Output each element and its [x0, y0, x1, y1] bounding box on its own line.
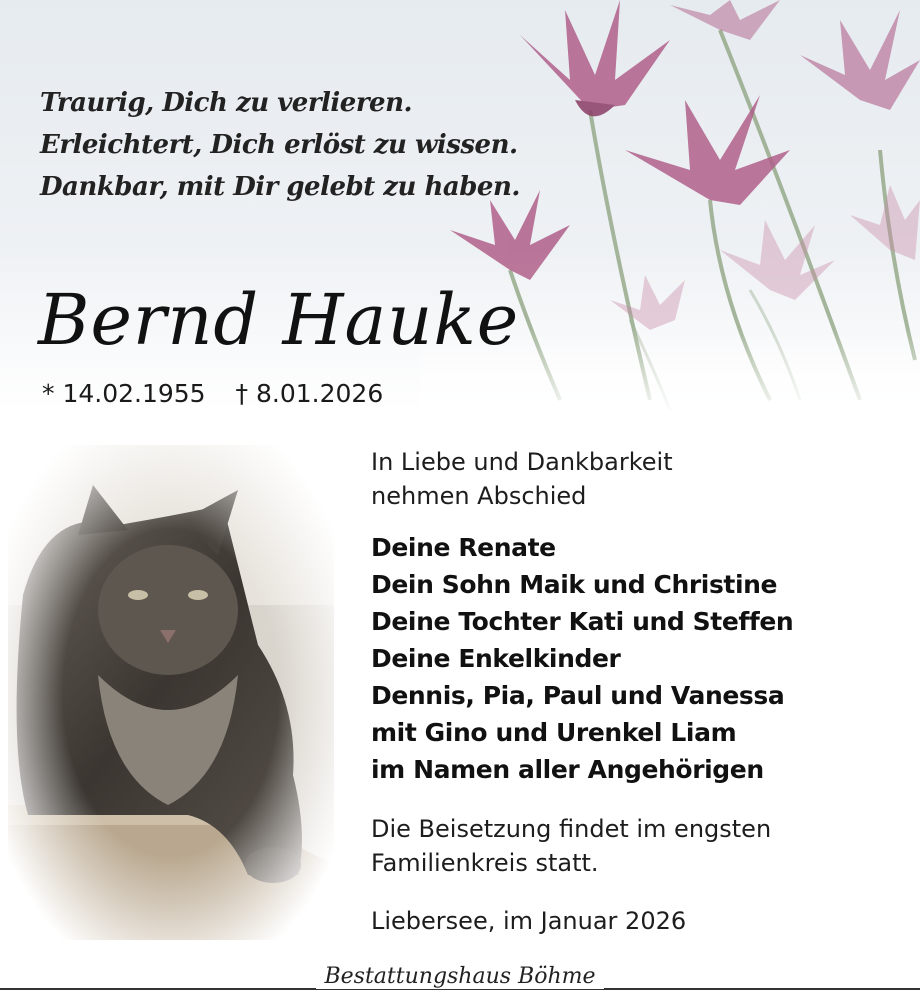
funeral-line: Die Beisetzung findet im engsten [371, 815, 772, 843]
mourner-line: mit Gino und Urenkel Liam [371, 718, 737, 747]
funeral-line: Familienkreis statt. [371, 849, 599, 877]
mourner-line: Dennis, Pia, Paul und Vanessa [371, 681, 785, 710]
place-date [371, 904, 911, 938]
undertaker-credit [0, 962, 920, 992]
deceased-name: Bernd Hauke [38, 279, 520, 361]
mourners-block [371, 445, 911, 938]
mourner-line: Deine Enkelkinder [371, 644, 621, 673]
quote-line: Traurig, Dich zu verlieren. [40, 88, 413, 118]
quote-line: Erleichtert, Dich erlöst zu wissen. [40, 130, 518, 160]
mourner-line: Deine Tochter Kati und Steffen [371, 607, 794, 636]
funeral-notice [371, 812, 911, 880]
cat-photo [8, 445, 334, 940]
family-names [371, 529, 911, 788]
undertaker-name: Bestattungshaus Böhme [316, 964, 603, 989]
birth-date: * 14.02.1955 [42, 379, 206, 408]
mourner-line: im Namen aller Angehörigen [371, 755, 764, 784]
life-dates [42, 376, 405, 412]
place-date-text: Liebersee, im Januar 2026 [371, 907, 687, 935]
memorial-quote [40, 82, 520, 208]
mourner-line: Deine Renate [371, 533, 556, 562]
death-date: † 8.01.2026 [235, 379, 384, 408]
mourner-line: Dein Sohn Maik und Christine [371, 570, 778, 599]
intro-line: nehmen Abschied [371, 482, 587, 510]
intro-line: In Liebe und Dankbarkeit [371, 448, 673, 476]
intro-text [371, 445, 911, 513]
quote-line: Dankbar, mit Dir gelebt zu haben. [40, 172, 520, 202]
